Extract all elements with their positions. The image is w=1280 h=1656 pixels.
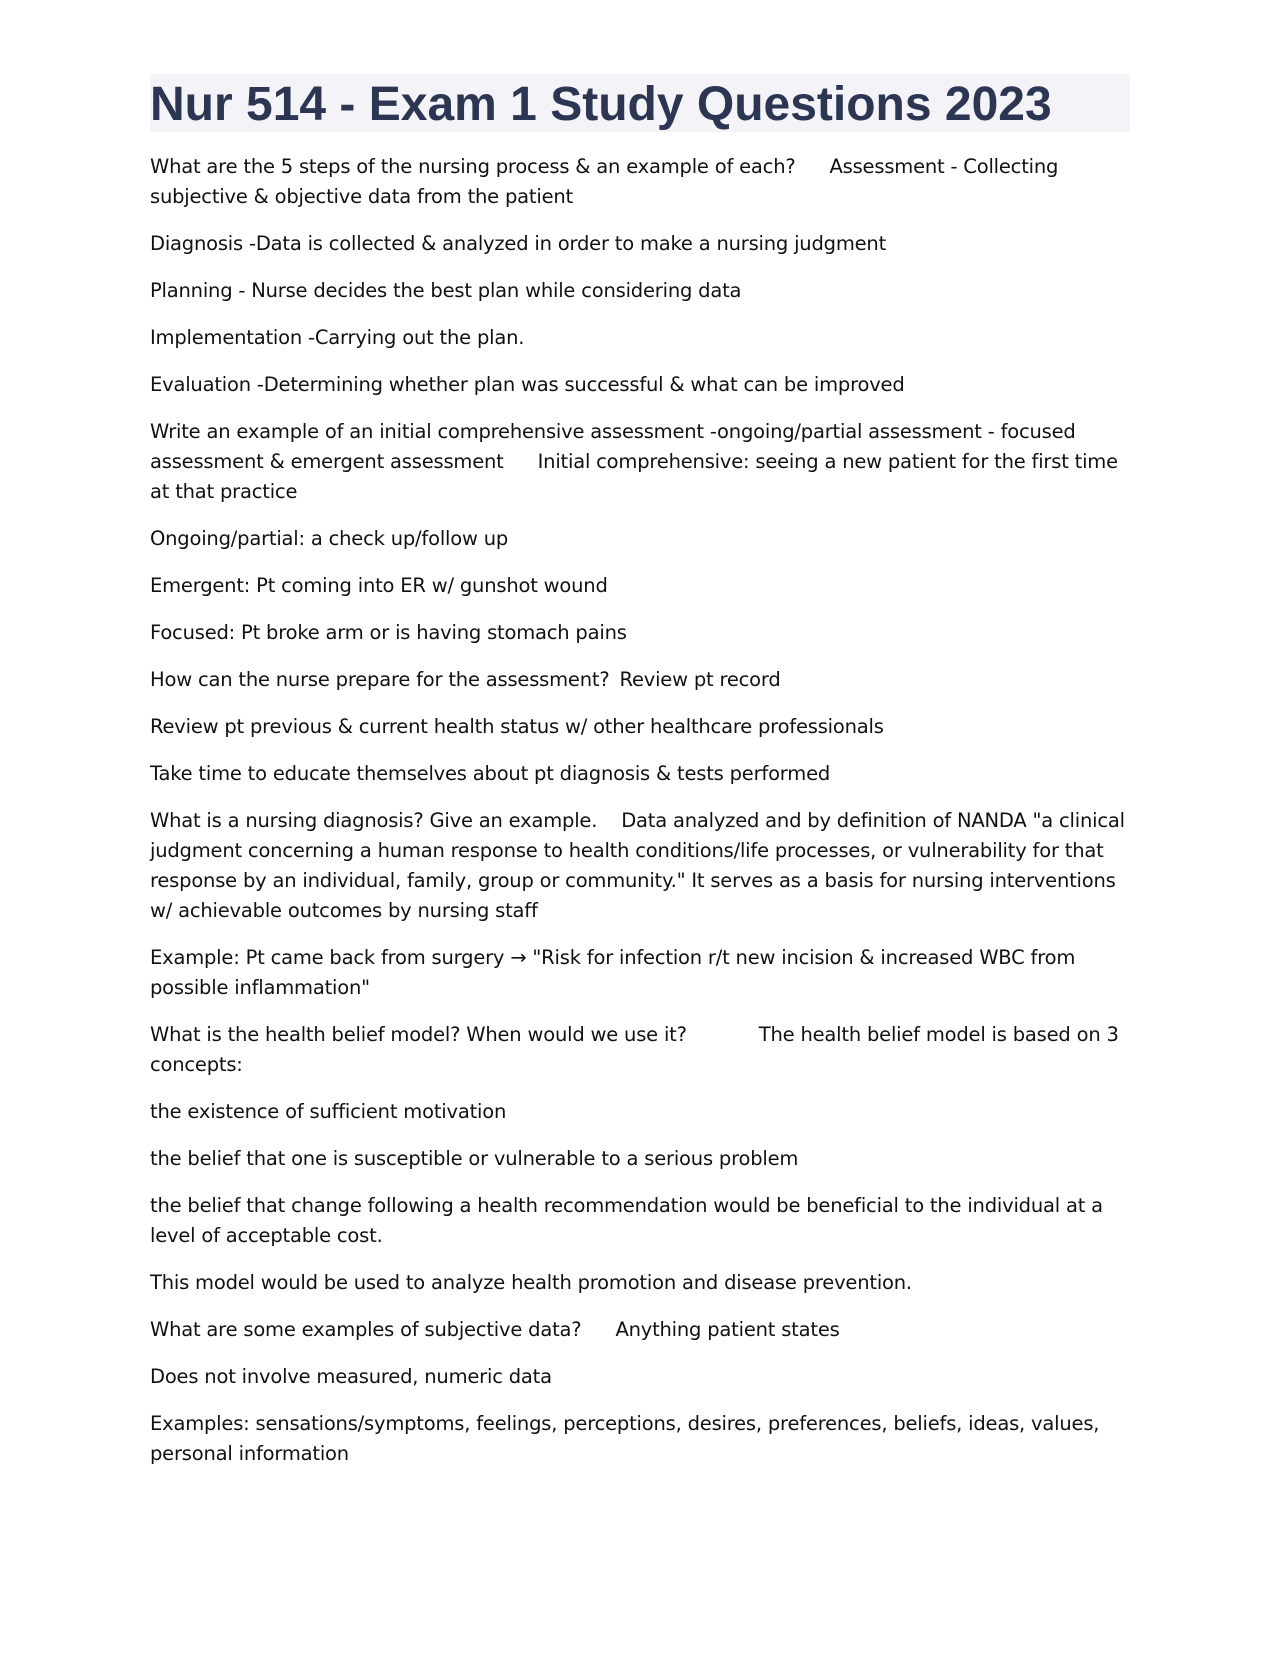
answer-text: The health belief model is based on 3 concepts: bbox=[150, 1023, 1119, 1076]
answer-text: Assessment - Collecting subjective & objective data from the patient bbox=[150, 155, 1059, 208]
paragraph: the belief that one is susceptible or vulnerable to a serious problem bbox=[150, 1147, 799, 1170]
question-subjective-data bbox=[150, 1315, 1130, 1345]
answer-text: Review pt record bbox=[619, 668, 781, 691]
question-nursing-diagnosis bbox=[150, 806, 1130, 926]
question-text: How can the nurse prepare for the assessment? bbox=[150, 668, 610, 691]
question-text: Write an example of an initial comprehensive assessment -ongoing/partial assessment - focused assessment & emergent assessment bbox=[150, 420, 1076, 473]
paragraph: Evaluation -Determining whether plan was successful & what can be improved bbox=[150, 373, 905, 396]
title-bar bbox=[150, 74, 1130, 132]
paragraph: Example: Pt came back from surgery → "Risk for infection r/t new incision & increased WBC from possible inflammation" bbox=[150, 946, 1076, 999]
paragraph: Does not involve measured, numeric data bbox=[150, 1365, 552, 1388]
paragraph: the belief that change following a health recommendation would be beneficial to the individual at a level of acceptable cost. bbox=[150, 1194, 1103, 1247]
paragraph: Implementation -Carrying out the plan. bbox=[150, 326, 525, 349]
question-health-belief-model bbox=[150, 1020, 1130, 1080]
paragraph: Diagnosis -Data is collected & analyzed in order to make a nursing judgment bbox=[150, 232, 887, 255]
question-assessment-prep bbox=[150, 665, 1130, 695]
question-nursing-process bbox=[150, 152, 1130, 212]
document-page bbox=[150, 74, 1130, 1486]
paragraph: Focused: Pt broke arm or is having stomach pains bbox=[150, 621, 627, 644]
answer-text: Anything patient states bbox=[615, 1318, 840, 1341]
paragraph: This model would be used to analyze health promotion and disease prevention. bbox=[150, 1271, 912, 1294]
question-text: What is the health belief model? When would we use it? bbox=[150, 1023, 687, 1046]
answer-text: Initial comprehensive: seeing a new patient for the first time at that practice bbox=[150, 450, 1118, 503]
question-text: What are the 5 steps of the nursing process & an example of each? bbox=[150, 155, 796, 178]
question-text: What is a nursing diagnosis? Give an example. bbox=[150, 809, 598, 832]
page-title: Nur 514 - Exam 1 Study Questions 2023 bbox=[150, 78, 1052, 131]
question-text: What are some examples of subjective data? bbox=[150, 1318, 582, 1341]
paragraph: Review pt previous & current health status w/ other healthcare professionals bbox=[150, 715, 884, 738]
paragraph: Emergent: Pt coming into ER w/ gunshot wound bbox=[150, 574, 608, 597]
answer-text: Data analyzed and by definition of NANDA "a clinical judgment concerning a human response to health conditions/life processes, or vulnerability for that response by an individual, family, group or community." It serves as a basis for nursing interventions w/ achievable outcomes by nursing staff bbox=[150, 809, 1125, 922]
paragraph: Examples: sensations/symptoms, feelings, perceptions, desires, preferences, beliefs, ideas, values, personal information bbox=[150, 1412, 1100, 1465]
paragraph: the existence of sufficient motivation bbox=[150, 1100, 507, 1123]
paragraph: Take time to educate themselves about pt diagnosis & tests performed bbox=[150, 762, 831, 785]
question-assessment-types bbox=[150, 417, 1130, 507]
paragraph: Ongoing/partial: a check up/follow up bbox=[150, 527, 509, 550]
paragraph: Planning - Nurse decides the best plan while considering data bbox=[150, 279, 742, 302]
